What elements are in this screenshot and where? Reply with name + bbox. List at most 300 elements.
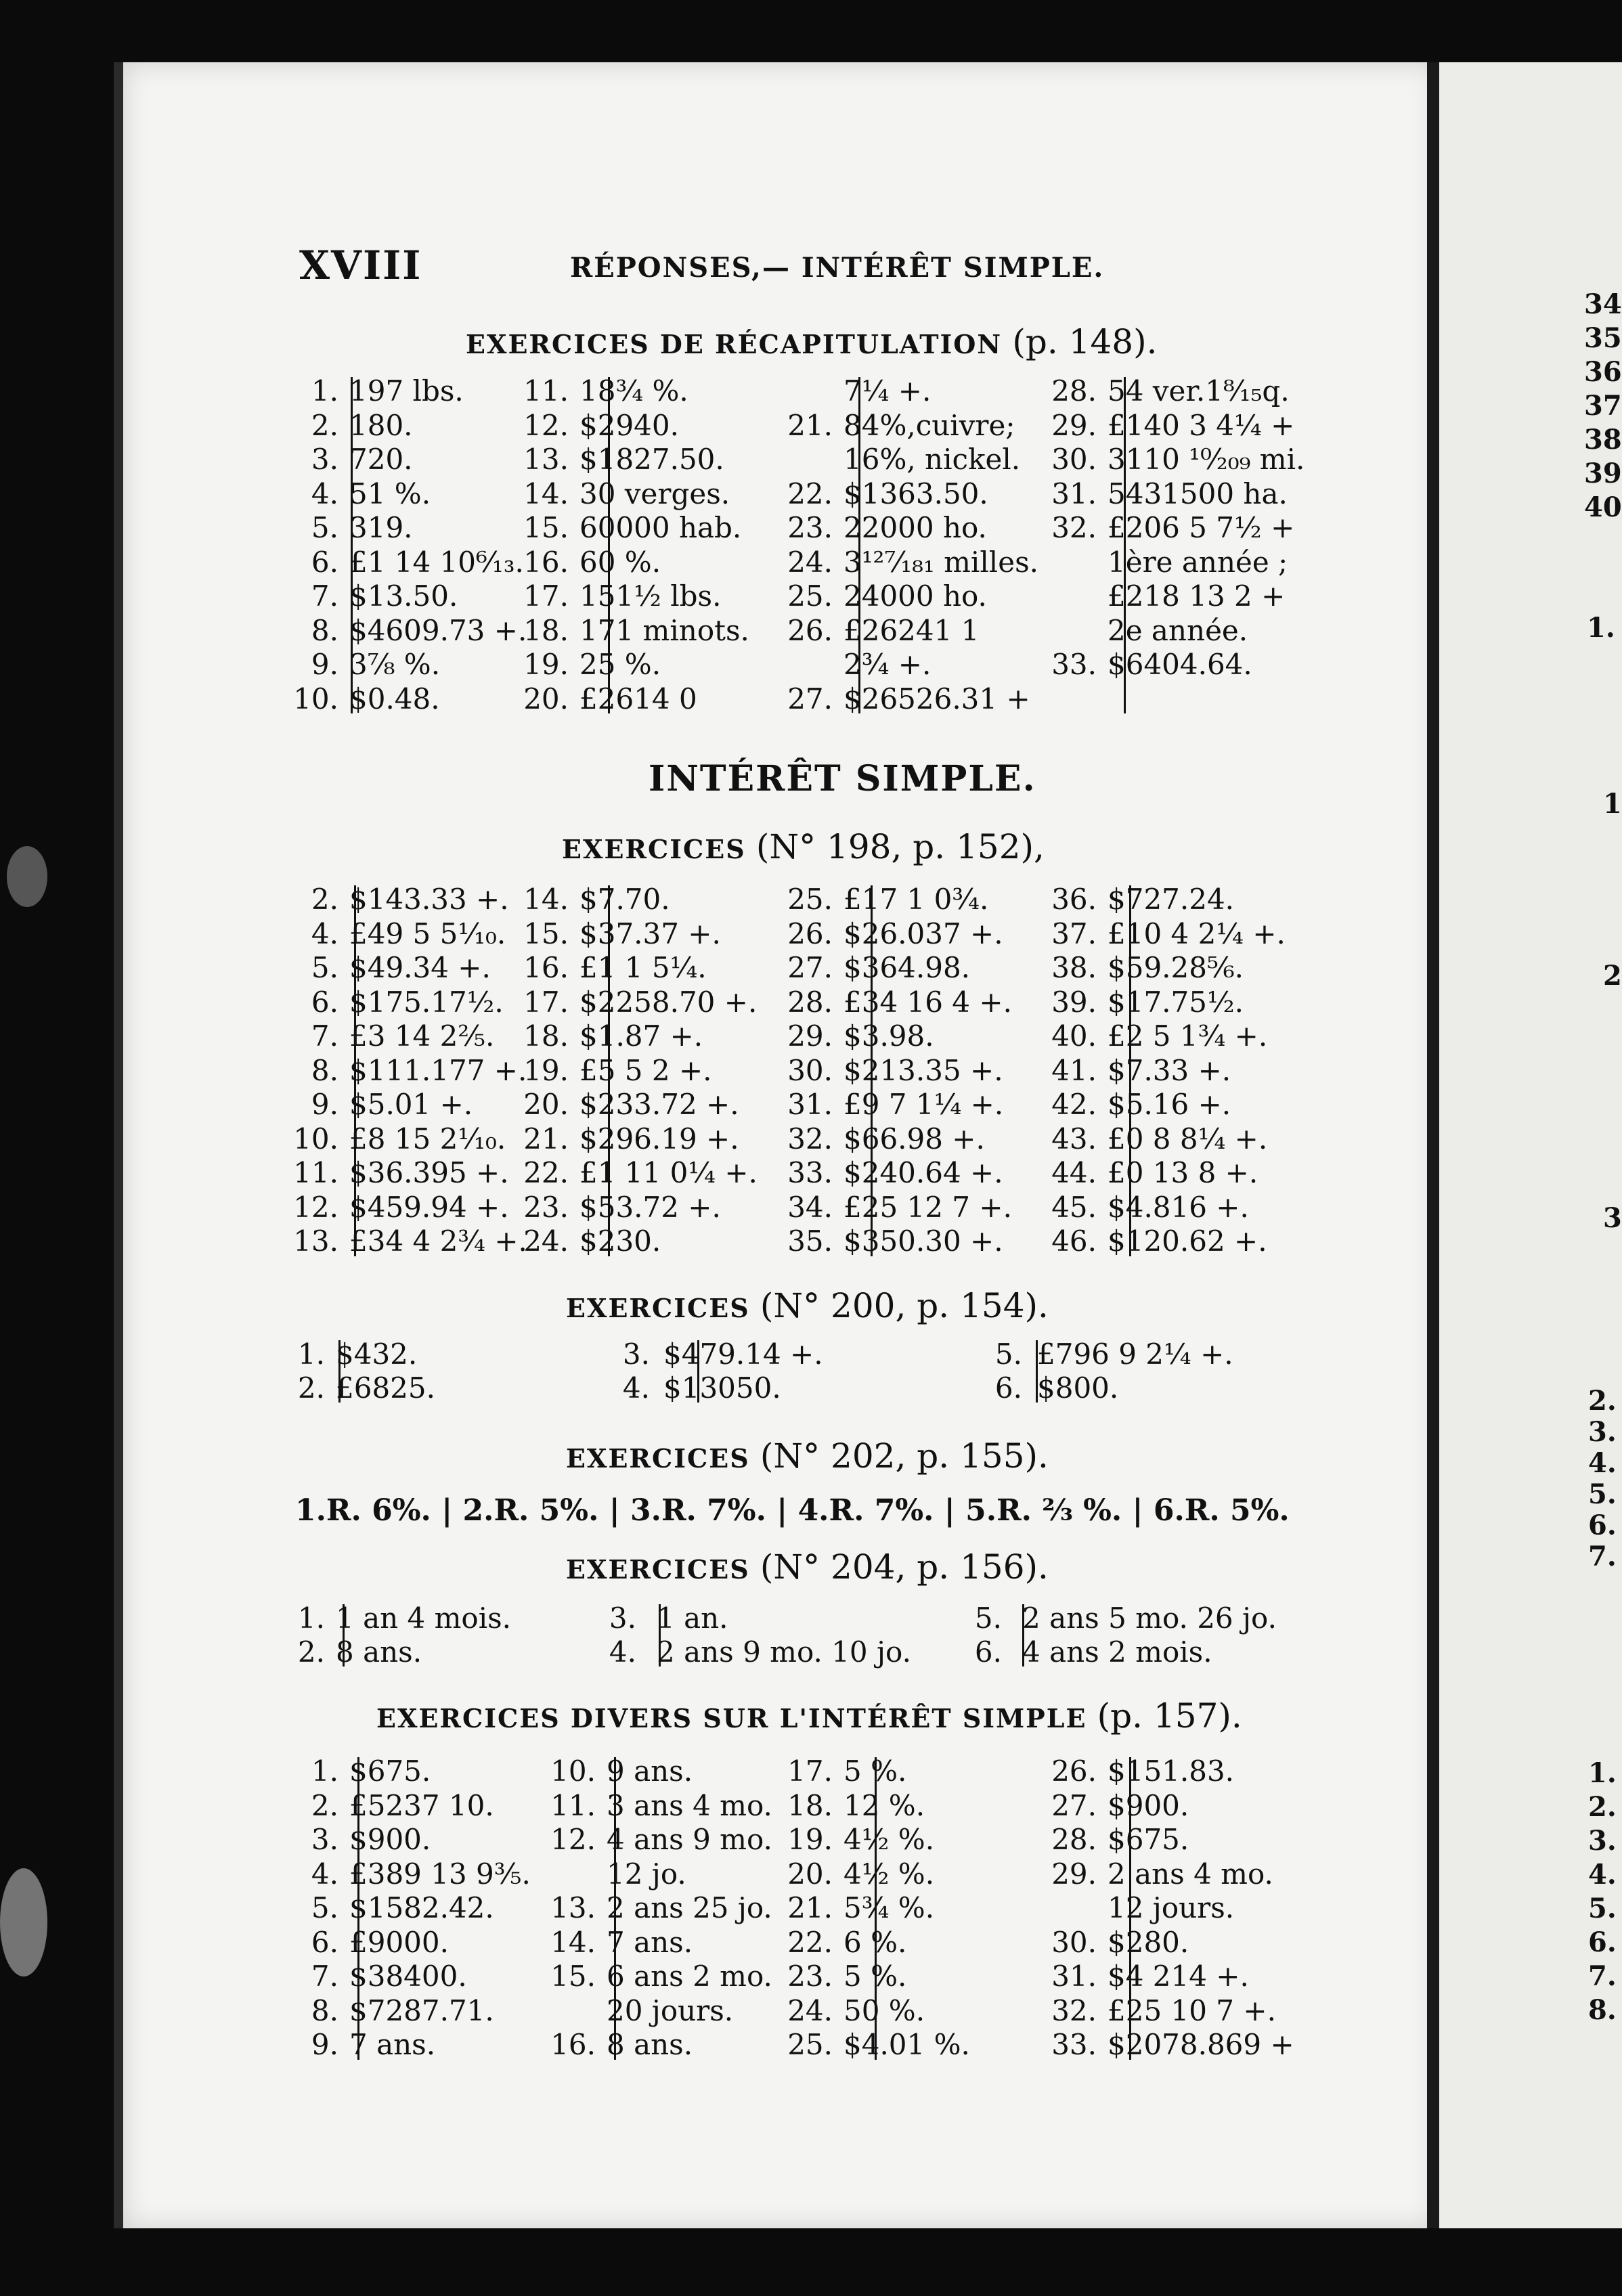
answer-number: 24. xyxy=(523,1224,569,1258)
answer-number: 21. xyxy=(787,1891,833,1924)
ex198-title: EXERCICES xyxy=(562,834,746,864)
answer-row xyxy=(514,443,724,477)
answer-row xyxy=(514,511,741,545)
answer-row xyxy=(785,477,988,511)
answer-row xyxy=(514,682,697,716)
answer-number: 10. xyxy=(293,682,338,715)
answer-number: 11. xyxy=(293,1156,338,1189)
answer-row xyxy=(521,917,721,951)
answer-value: 197 lbs. xyxy=(349,374,464,407)
answer-value: $17.75½. xyxy=(1108,985,1244,1019)
answer-value: $5.16 +. xyxy=(1108,1088,1231,1121)
answer-value: 3⅞ %. xyxy=(349,648,441,681)
answer-row xyxy=(291,477,431,511)
answer-value: 4 ans 2 mois. xyxy=(1022,1635,1212,1669)
answer-value: £10 4 2¼ +. xyxy=(1108,917,1286,950)
answer-row xyxy=(291,1019,494,1053)
answer-row xyxy=(1043,1926,1189,1960)
answer-value: £5237 10. xyxy=(349,1788,494,1822)
answer-number: 4. xyxy=(311,477,338,510)
answer-number: 45. xyxy=(1051,1190,1097,1224)
answer-value: $350.30 +. xyxy=(843,1224,1003,1258)
answer-row xyxy=(785,648,931,682)
answer-row xyxy=(785,682,1030,716)
ex204-ref: (N° 204, p. 156). xyxy=(760,1547,1049,1587)
answer-value: $233.72 +. xyxy=(579,1088,739,1121)
answer-row xyxy=(284,1754,431,1788)
edge-number: 2 xyxy=(1603,960,1622,992)
edge-number: 2. xyxy=(1588,1385,1617,1417)
answer-value: 54 ver.1⁸⁄₁₅q. xyxy=(1108,374,1290,407)
answer-row xyxy=(779,951,970,985)
recap-title: EXERCICES DE RÉCAPITULATION xyxy=(466,329,1003,359)
answer-number: 30. xyxy=(1051,443,1097,476)
answer-value: 9 ans. xyxy=(607,1754,693,1788)
answer-number: 18. xyxy=(523,613,569,647)
answer-value: $675. xyxy=(349,1754,431,1788)
answer-number: 9. xyxy=(311,648,338,681)
answer-row xyxy=(779,986,1012,1019)
ex204-title: EXERCICES xyxy=(566,1554,750,1585)
answer-value: $479.14 +. xyxy=(663,1338,823,1371)
answer-value: £3 14 2⅖. xyxy=(349,1019,495,1053)
answer-value: 319. xyxy=(349,511,413,544)
answer-number: 2. xyxy=(311,1788,338,1822)
answer-number: 29. xyxy=(1051,408,1097,442)
answer-number: 2. xyxy=(311,408,338,442)
answer-row xyxy=(284,1994,494,2028)
answer-number: 24. xyxy=(787,1993,833,2027)
answer-row xyxy=(975,1338,1233,1371)
answer-number: 17. xyxy=(523,985,569,1019)
answer-number: 27. xyxy=(787,951,833,984)
answer-row xyxy=(779,1191,1012,1224)
edge-number: 35 xyxy=(1584,322,1622,354)
answer-number: 5. xyxy=(311,951,338,984)
answer-number: 8. xyxy=(311,1053,338,1087)
answer-number: 28. xyxy=(787,985,833,1019)
answer-number: 20. xyxy=(523,1088,569,1121)
answer-value: 2 ans 5 mo. 26 jo. xyxy=(1022,1602,1277,1635)
answer-number: 28. xyxy=(1051,1823,1097,1856)
answer-row xyxy=(542,1754,693,1788)
answer-value: £5 5 2 +. xyxy=(579,1053,712,1087)
answer-row xyxy=(514,579,721,613)
answer-row xyxy=(291,1054,527,1088)
edge-number: 4. xyxy=(1588,1859,1617,1891)
answer-row xyxy=(948,1602,1277,1635)
edge-number: 3. xyxy=(1588,1416,1617,1448)
answer-value: 6 %. xyxy=(843,1925,907,1959)
answer-value: 5 %. xyxy=(843,1960,907,1993)
answer-number: 19. xyxy=(523,648,569,681)
answer-row xyxy=(1043,511,1294,545)
answer-row xyxy=(785,579,987,613)
answer-value: 22000 ho. xyxy=(843,511,987,544)
answer-number: 32. xyxy=(1051,1993,1097,2027)
edge-number: 38 xyxy=(1584,424,1622,456)
answer-row xyxy=(1043,1823,1189,1857)
answer-number: 11. xyxy=(523,374,569,407)
answer-value: $900. xyxy=(1108,1788,1189,1822)
answer-value: 6 ans 2 mo. xyxy=(607,1960,772,1993)
answer-value: £2614 0 xyxy=(579,682,697,715)
answer-row xyxy=(291,546,524,579)
answer-row xyxy=(596,1371,781,1405)
answer-row xyxy=(785,1891,934,1925)
answer-row xyxy=(284,2028,435,2062)
answer-number: 14. xyxy=(523,883,569,916)
answer-value: 4½ %. xyxy=(843,1857,935,1891)
answer-row xyxy=(521,1156,758,1190)
answer-value: $5.01 +. xyxy=(349,1088,473,1121)
edge-number: 1. xyxy=(1588,1757,1617,1789)
answer-value: $59.28⅚. xyxy=(1108,951,1244,984)
answer-number: 40. xyxy=(1051,1019,1097,1053)
answer-value: $26526.31 + xyxy=(843,682,1030,715)
answer-row xyxy=(1043,1789,1189,1823)
answer-value: £0 8 8¼ +. xyxy=(1108,1122,1268,1155)
answer-row xyxy=(1043,477,1288,511)
answer-row xyxy=(785,511,987,545)
edge-number: 8. xyxy=(1588,1994,1617,2026)
ex198-heading xyxy=(562,827,1045,866)
answer-number: 22. xyxy=(523,1156,569,1189)
answer-row xyxy=(542,1994,733,2028)
answer-number: 23. xyxy=(787,511,833,544)
answer-number: 27. xyxy=(787,682,833,715)
answer-number: 42. xyxy=(1051,1088,1097,1121)
answer-row xyxy=(785,409,1015,443)
answer-value: 2 ans 25 jo. xyxy=(607,1891,772,1924)
answer-number: 26. xyxy=(1051,1754,1097,1788)
answer-number: 2. xyxy=(311,883,338,916)
answer-value: $175.17½. xyxy=(349,985,504,1019)
page-gutter xyxy=(1427,62,1439,2228)
answer-number: 33. xyxy=(1051,648,1097,681)
answer-row xyxy=(582,1635,911,1669)
answer-number: 25. xyxy=(787,579,833,613)
answer-value: 171 minots. xyxy=(579,613,749,647)
divers-ref: (p. 157). xyxy=(1097,1696,1242,1736)
answer-number: 29. xyxy=(787,1019,833,1053)
answer-value: 1ère année ; xyxy=(1108,545,1288,579)
answer-value: $66.98 +. xyxy=(843,1122,985,1155)
answer-row xyxy=(779,883,988,917)
answer-number: 26. xyxy=(787,917,833,950)
answer-value: 8 ans. xyxy=(336,1635,422,1669)
answer-number: 7. xyxy=(311,1960,338,1993)
answer-row xyxy=(1043,1054,1231,1088)
answer-row xyxy=(291,648,440,682)
edge-number: 7. xyxy=(1588,1541,1617,1572)
answer-number: 33. xyxy=(1051,2028,1097,2061)
answer-value: 60 %. xyxy=(579,545,661,579)
answer-value: £9 7 1¼ +. xyxy=(843,1088,1004,1121)
answer-row xyxy=(521,1054,711,1088)
answer-row xyxy=(785,546,1038,579)
answer-number: 46. xyxy=(1051,1224,1097,1258)
answer-value: 51 %. xyxy=(349,477,431,510)
answer-value: $240.64 +. xyxy=(843,1156,1003,1189)
answer-value: $6404.64. xyxy=(1108,648,1252,681)
edge-number: 1. xyxy=(1587,612,1615,644)
answer-value: $4.816 +. xyxy=(1108,1190,1249,1224)
edge-number: 37 xyxy=(1584,390,1622,422)
answer-number: 1. xyxy=(311,374,338,407)
answer-value: $2078.869 + xyxy=(1108,2028,1294,2061)
answer-value: $4 214 +. xyxy=(1108,1960,1249,1993)
answer-row xyxy=(779,1224,1003,1258)
edge-stain xyxy=(0,1868,47,1977)
answer-value: $280. xyxy=(1108,1925,1189,1959)
answer-number: 38. xyxy=(1051,951,1097,984)
answer-number: 15. xyxy=(523,511,569,544)
answer-row xyxy=(1043,986,1244,1019)
answer-value: £17 1 0¾. xyxy=(843,883,989,916)
answer-number: 34. xyxy=(787,1190,833,1224)
edge-stain xyxy=(7,846,47,907)
answer-number: 29. xyxy=(1051,1857,1097,1891)
answer-row xyxy=(779,1054,1003,1088)
answer-row xyxy=(291,1088,473,1122)
edge-number: 34 xyxy=(1584,288,1622,320)
answer-value: 12 %. xyxy=(843,1788,925,1822)
answer-value: £389 13 9⅗. xyxy=(349,1857,531,1891)
answer-number: 8. xyxy=(311,1993,338,2027)
answer-row xyxy=(284,1891,494,1925)
answer-value: 60000 hab. xyxy=(579,511,742,544)
answer-number: 31. xyxy=(1051,1960,1097,1993)
answer-value: $13050. xyxy=(663,1371,781,1405)
answer-value: $143.33 +. xyxy=(349,883,509,916)
answer-value: 30 verges. xyxy=(579,477,730,510)
answer-value: $3.98. xyxy=(843,1019,934,1053)
answer-row xyxy=(521,951,707,985)
answer-number: 11. xyxy=(550,1788,596,1822)
answer-row xyxy=(1043,1891,1234,1925)
answer-row xyxy=(1043,1156,1258,1190)
answer-value: 2¾ +. xyxy=(843,648,931,681)
answer-value: $7.33 +. xyxy=(1108,1053,1231,1087)
answer-row xyxy=(1043,648,1252,682)
answer-value: 7¼ +. xyxy=(843,374,931,407)
answer-value: $4609.73 +. xyxy=(349,613,527,647)
answer-row xyxy=(291,883,509,917)
answer-number: 18. xyxy=(787,1788,833,1822)
answer-row xyxy=(291,374,464,408)
answer-number: 15. xyxy=(523,917,569,950)
answer-value: 5¾ %. xyxy=(843,1891,935,1924)
answer-value: 3¹²⁷⁄₁₈₁ milles. xyxy=(843,545,1038,579)
answer-value: £218 13 2 + xyxy=(1108,579,1286,613)
answer-row xyxy=(1043,917,1286,951)
running-title: RÉPONSES,— INTÉRÊT SIMPLE. xyxy=(570,252,1105,284)
answer-row xyxy=(521,1191,721,1224)
answer-value: $13.50. xyxy=(349,579,458,613)
answer-number: 5. xyxy=(311,511,338,544)
answer-row xyxy=(785,1823,934,1857)
answer-value: 3 ans 4 mo. xyxy=(607,1788,772,1822)
answer-value: 4½ %. xyxy=(843,1823,935,1856)
answer-value: £34 4 2¾ +. xyxy=(349,1224,527,1258)
ex202-title: EXERCICES xyxy=(566,1443,750,1474)
recap-ref: (p. 148). xyxy=(1012,322,1158,361)
answer-number: 4. xyxy=(609,1635,636,1669)
answer-row xyxy=(514,477,730,511)
answer-row xyxy=(291,951,491,985)
answer-number: 30. xyxy=(1051,1925,1097,1959)
answer-number: 14. xyxy=(523,477,569,510)
answer-row xyxy=(582,1602,728,1635)
answer-number: 26. xyxy=(787,613,833,647)
answer-number: 30. xyxy=(787,1053,833,1087)
answer-row xyxy=(779,1122,985,1156)
answer-value: 1 an 4 mois. xyxy=(336,1602,512,1635)
answer-row xyxy=(291,614,527,648)
answer-number: 3. xyxy=(609,1602,636,1635)
answer-number: 18. xyxy=(523,1019,569,1053)
answer-value: £26241 1 xyxy=(843,613,980,647)
answer-value: 7 ans. xyxy=(607,1925,693,1959)
answer-row xyxy=(542,2028,693,2062)
answer-number: 4. xyxy=(311,1857,338,1891)
answer-row xyxy=(779,917,1003,951)
answer-value: $7.70. xyxy=(579,883,670,916)
ex198-ref: (N° 198, p. 152), xyxy=(755,827,1045,866)
recap-heading xyxy=(466,322,1157,361)
answer-number: 28. xyxy=(1051,374,1097,407)
answer-number: 20. xyxy=(787,1857,833,1891)
answer-row xyxy=(1043,374,1290,408)
edge-number: 39 xyxy=(1584,458,1622,489)
answer-row xyxy=(291,409,413,443)
answer-value: $2940. xyxy=(579,408,679,442)
answer-row xyxy=(1043,951,1244,985)
answer-number: 41. xyxy=(1051,1053,1097,1087)
answer-row xyxy=(1043,682,1108,716)
answer-row xyxy=(1043,1191,1249,1224)
answer-value: 1 an. xyxy=(657,1602,728,1635)
answer-row xyxy=(291,1122,506,1156)
answer-number: 6. xyxy=(311,1925,338,1959)
answer-row xyxy=(284,1926,449,1960)
answer-number: 33. xyxy=(787,1156,833,1189)
answer-row xyxy=(779,1019,934,1053)
answer-value: 5431500 ha. xyxy=(1108,477,1288,510)
answer-number: 16. xyxy=(550,2028,596,2061)
answer-row xyxy=(785,2028,970,2062)
answer-value: £9000. xyxy=(349,1925,449,1959)
answer-number: 22. xyxy=(787,1925,833,1959)
ex204-heading xyxy=(566,1547,1049,1587)
answer-value: 2e année. xyxy=(1108,613,1248,647)
answer-row xyxy=(1043,1994,1276,2028)
answer-number: 31. xyxy=(1051,477,1097,510)
answer-number: 12. xyxy=(293,1190,338,1224)
answer-number: 22. xyxy=(787,477,833,510)
ex202-ref: (N° 202, p. 155). xyxy=(760,1436,1049,1476)
answer-number: 39. xyxy=(1051,985,1097,1019)
divers-heading xyxy=(376,1696,1242,1736)
answer-value: 8 ans. xyxy=(607,2028,693,2061)
answer-number: 10. xyxy=(293,1122,338,1155)
answer-row xyxy=(785,1754,906,1788)
answer-number: 9. xyxy=(311,1088,338,1121)
answer-value: $727.24. xyxy=(1108,883,1235,916)
answer-value: £2 5 1¾ +. xyxy=(1108,1019,1268,1053)
ex200-title: EXERCICES xyxy=(566,1293,750,1323)
answer-number: 10. xyxy=(550,1754,596,1788)
answer-number: 3. xyxy=(311,443,338,476)
answer-value: 25 %. xyxy=(579,648,661,681)
answer-row xyxy=(785,1926,906,1960)
answer-number: 6. xyxy=(994,1371,1022,1405)
answer-row xyxy=(284,1635,422,1669)
answer-row xyxy=(1043,443,1305,477)
answer-number: 5. xyxy=(994,1338,1022,1371)
ex200-heading xyxy=(566,1286,1049,1325)
answer-number: 15. xyxy=(550,1960,596,1993)
answer-row xyxy=(542,1789,772,1823)
answer-row xyxy=(521,1019,703,1053)
answer-number: 16. xyxy=(523,951,569,984)
answer-number: 43. xyxy=(1051,1122,1097,1155)
answer-number: 7. xyxy=(311,579,338,613)
answer-number: 2. xyxy=(297,1371,325,1405)
answer-value: $36.395 +. xyxy=(349,1156,509,1189)
answer-value: 720. xyxy=(349,443,413,476)
answer-value: $364.98. xyxy=(843,951,971,984)
answer-row xyxy=(514,374,688,408)
answer-number: 25. xyxy=(787,2028,833,2061)
answer-number: 24. xyxy=(787,545,833,579)
answer-row xyxy=(291,579,458,613)
answer-value: $432. xyxy=(336,1338,418,1371)
answer-number: 3. xyxy=(311,1823,338,1856)
edge-number: 36 xyxy=(1584,356,1622,388)
answer-number: 19. xyxy=(787,1823,833,1856)
answer-number: 6. xyxy=(974,1635,1002,1669)
answer-row xyxy=(284,1857,531,1891)
answer-value: $151.83. xyxy=(1108,1754,1235,1788)
answer-number: 4. xyxy=(622,1371,650,1405)
answer-number: 8. xyxy=(311,613,338,647)
edge-number: 6. xyxy=(1588,1509,1617,1541)
answer-value: $38400. xyxy=(349,1960,467,1993)
answer-number: 19. xyxy=(523,1053,569,1087)
answer-row xyxy=(975,1371,1118,1405)
answer-value: £206 5 7½ + xyxy=(1108,511,1295,544)
answer-row xyxy=(1043,546,1288,579)
answer-number: 25. xyxy=(787,883,833,916)
answer-number: 21. xyxy=(523,1122,569,1155)
answer-value: 2 ans 4 mo. xyxy=(1108,1857,1273,1891)
answer-row xyxy=(542,1857,686,1891)
answer-number: 35. xyxy=(787,1224,833,1258)
answer-value: £6825. xyxy=(336,1371,435,1405)
answer-number: 9. xyxy=(311,2028,338,2061)
edge-number: 3 xyxy=(1603,1202,1622,1234)
answer-row xyxy=(521,1122,739,1156)
answer-row xyxy=(1043,614,1248,648)
answer-row xyxy=(521,883,670,917)
ex202-heading xyxy=(566,1436,1049,1476)
answer-value: 12 jo. xyxy=(607,1857,686,1891)
answer-value: 151½ lbs. xyxy=(579,579,722,613)
answer-value: 50 %. xyxy=(843,1993,925,2027)
answer-row xyxy=(514,409,679,443)
